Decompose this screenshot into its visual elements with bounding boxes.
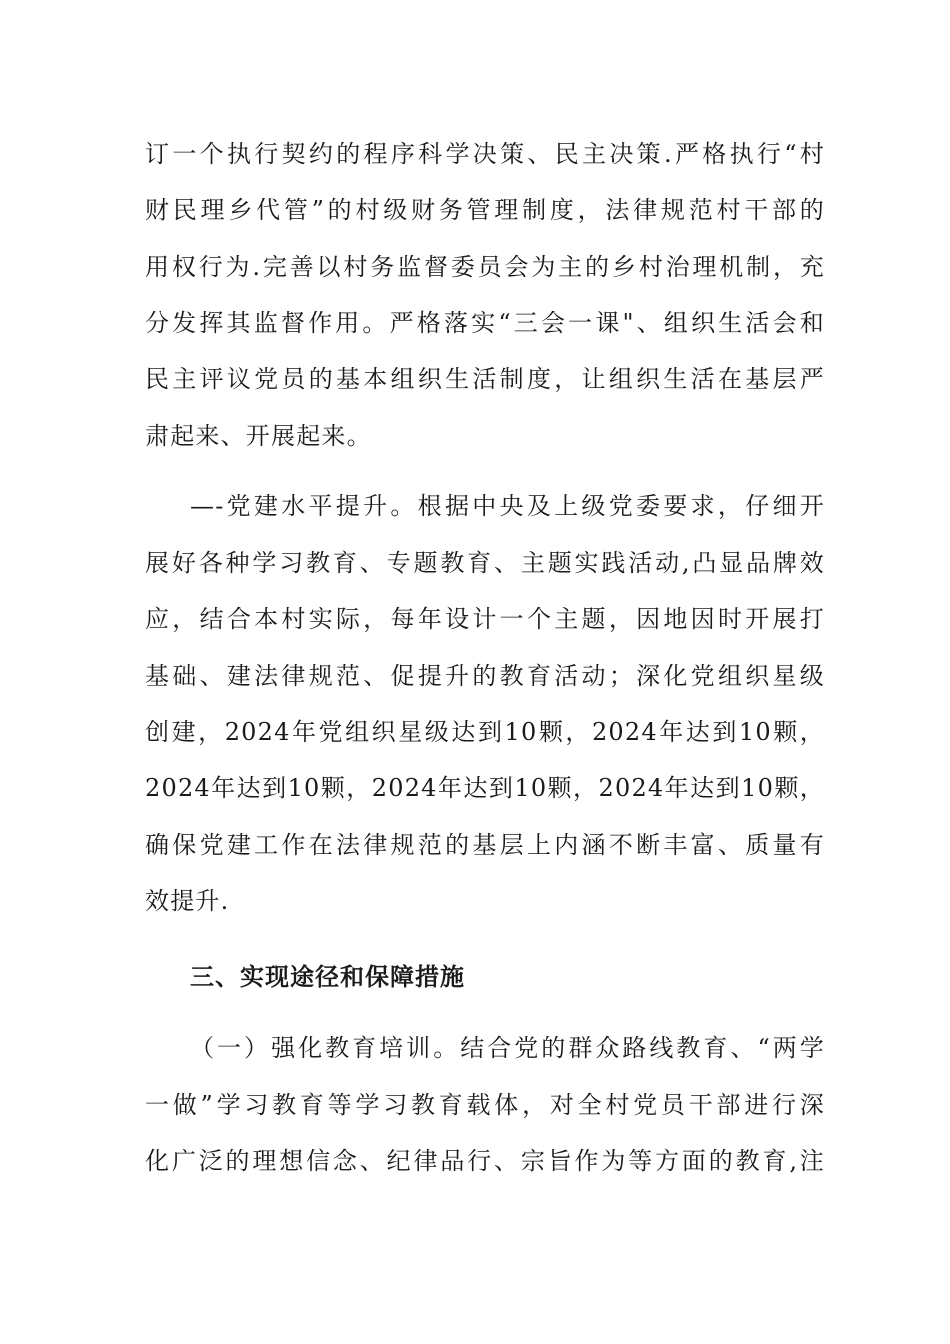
paragraph-line: 2024年达到10颗，2024年达到10颗，2024年达到10颗， bbox=[145, 774, 825, 802]
paragraph-line: 确保党建工作在法律规范的基层上内涵不断丰富、质量有 bbox=[145, 831, 825, 859]
paragraph-line: 展好各种学习教育、专题教育、主题实践活动,凸显品牌效 bbox=[145, 549, 825, 577]
paragraph-line: 肃起来、开展起来。 bbox=[145, 422, 372, 450]
section-heading: 三、实现途径和保障措施 bbox=[190, 963, 465, 991]
paragraph-line: 一做”学习教育等学习教育载体，对全村党员干部进行深 bbox=[145, 1091, 825, 1119]
paragraph-line: 创建，2024年党组织星级达到10颗，2024年达到10颗， bbox=[145, 718, 825, 746]
paragraph-line: 财民理乡代管”的村级财务管理制度，法律规范村干部的 bbox=[145, 196, 825, 224]
paragraph-line: （一）强化教育培训。结合党的群众路线教育、“两学 bbox=[190, 1034, 825, 1062]
paragraph-line: 化广泛的理想信念、纪律品行、宗旨作为等方面的教育,注 bbox=[145, 1147, 825, 1175]
paragraph-line: —-党建水平提升。根据中央及上级党委要求，仔细开 bbox=[190, 492, 825, 520]
paragraph-line: 订一个执行契约的程序科学决策、民主决策.严格执行“村 bbox=[145, 140, 825, 168]
paragraph-line: 应，结合本村实际，每年设计一个主题，因地因时开展打 bbox=[145, 605, 825, 633]
paragraph-line: 民主评议党员的基本组织生活制度，让组织生活在基层严 bbox=[145, 365, 825, 393]
paragraph-line: 用权行为.完善以村务监督委员会为主的乡村治理机制，充 bbox=[145, 253, 825, 281]
paragraph-line: 基础、建法律规范、促提升的教育活动；深化党组织星级 bbox=[145, 662, 825, 690]
paragraph-line: 分发挥其监督作用。严格落实“三会一课"、组织生活会和 bbox=[145, 309, 825, 337]
paragraph-line: 效提升. bbox=[145, 887, 230, 915]
